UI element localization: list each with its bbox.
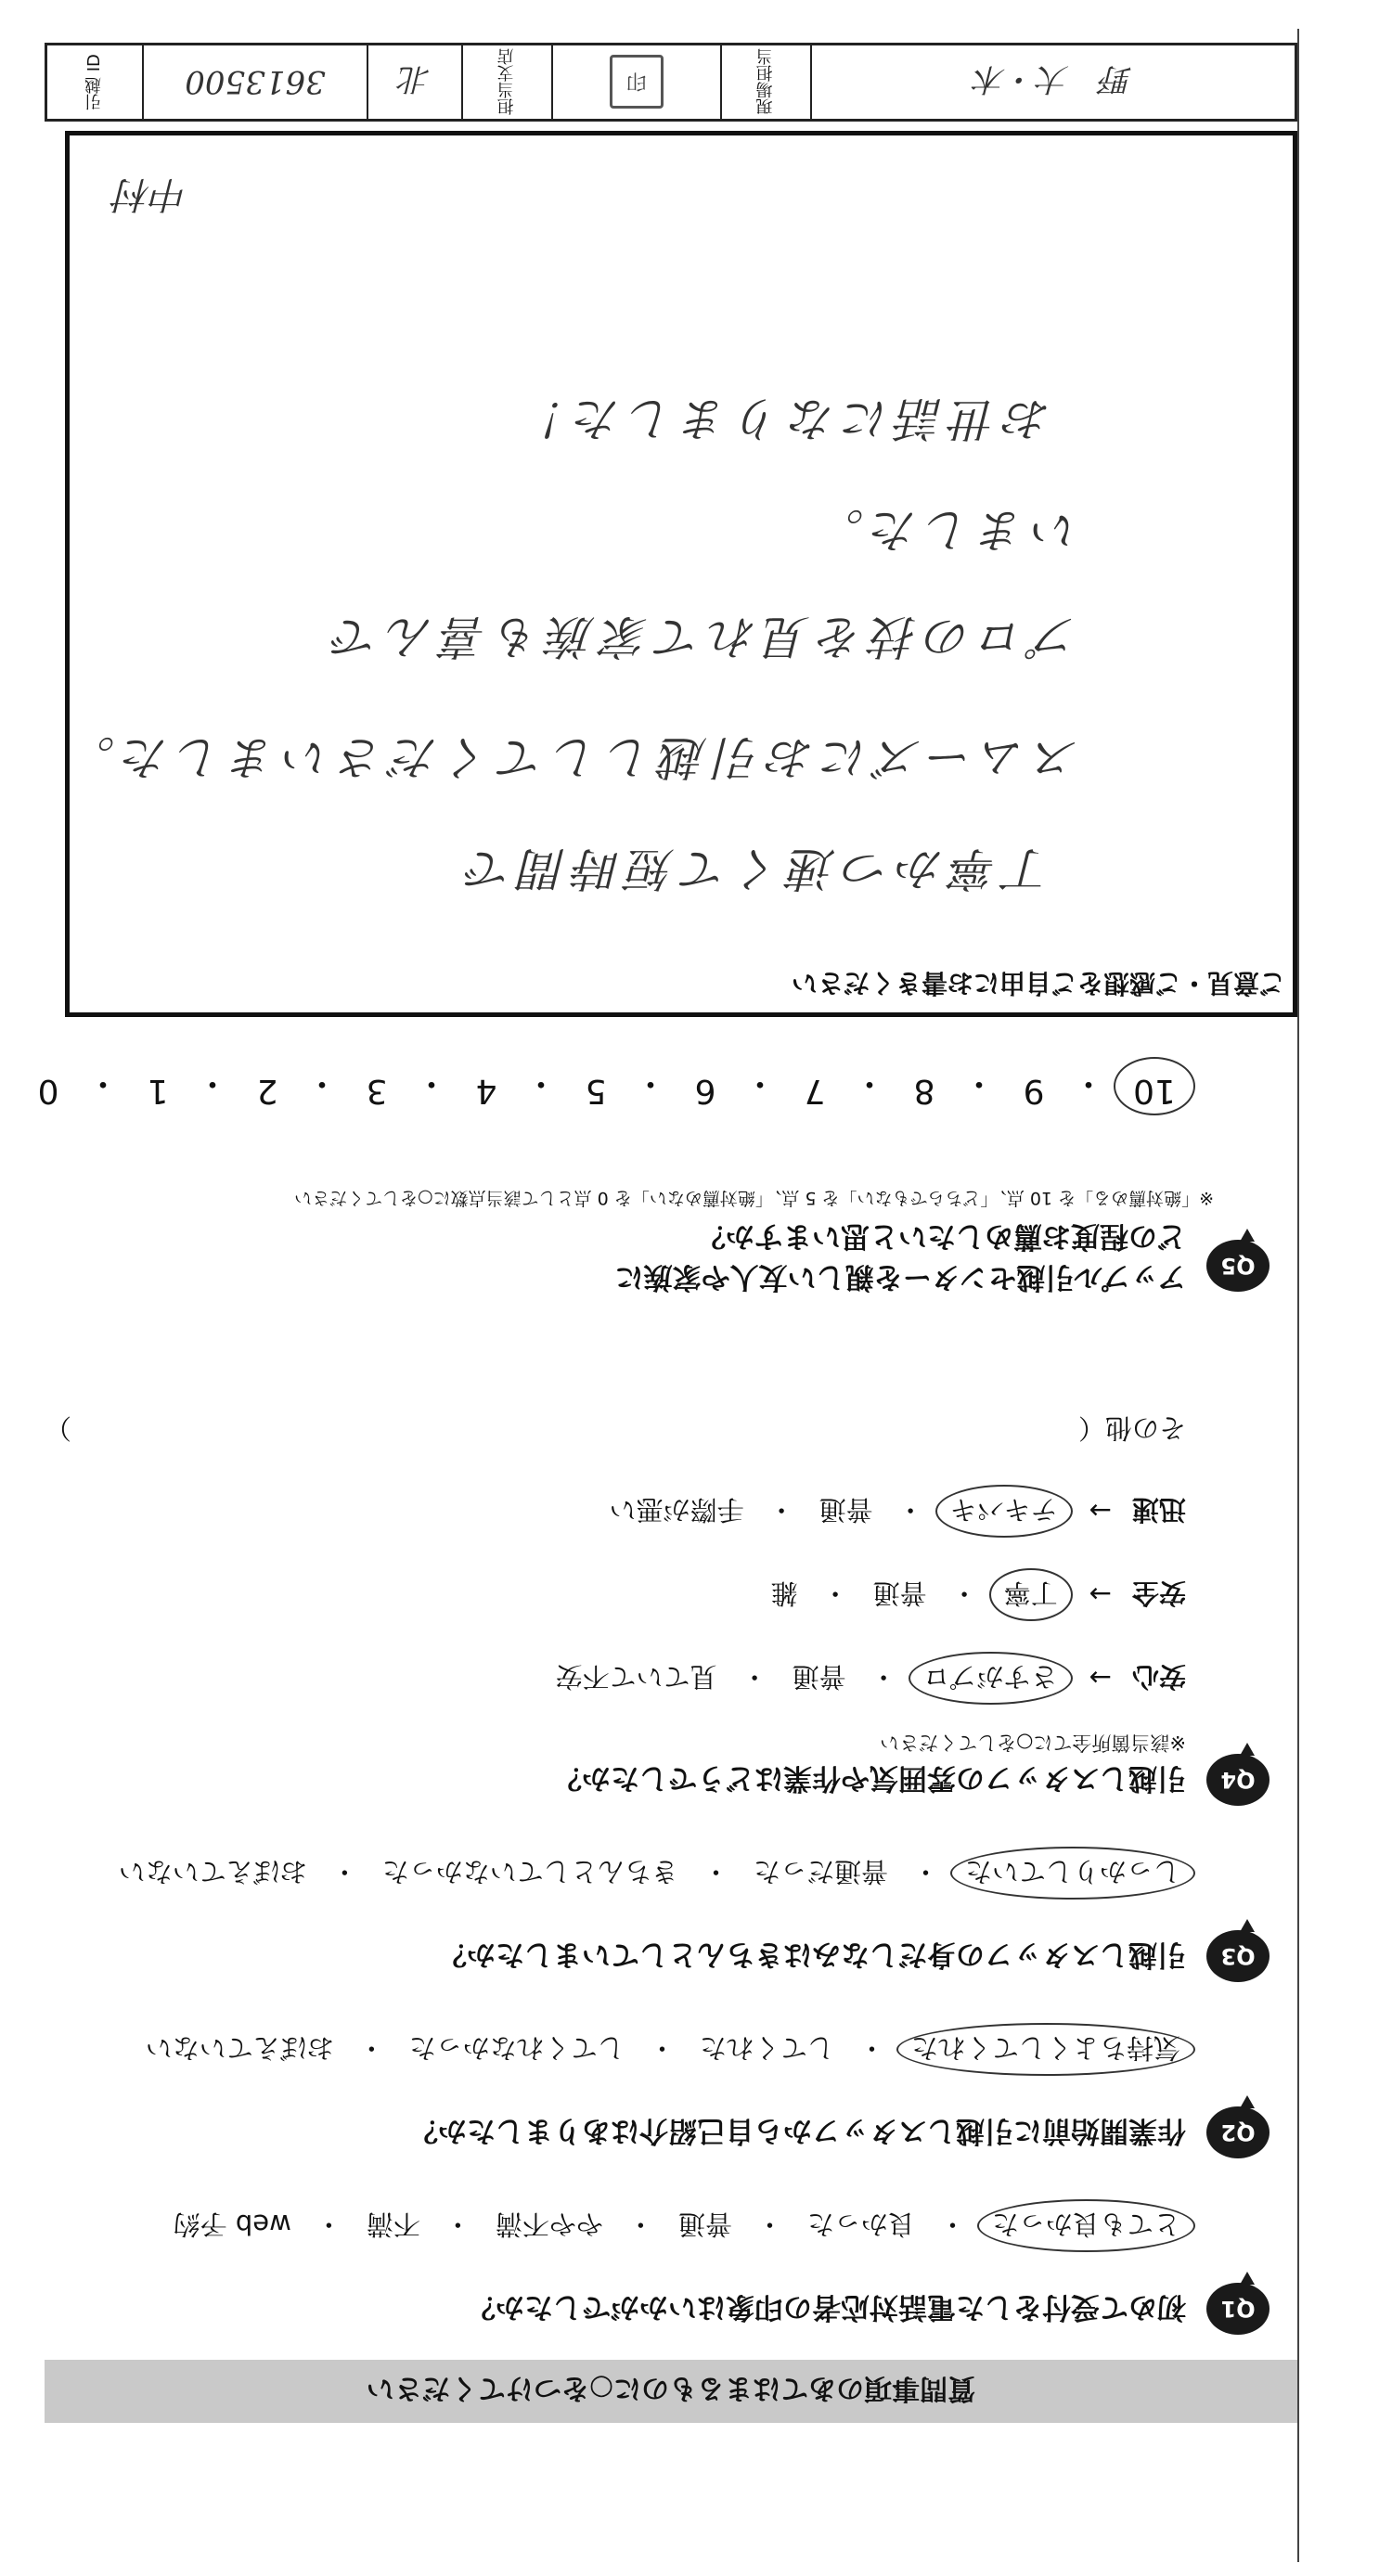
arrow-right-icon: → [1089,1662,1112,1694]
q1-option-1[interactable]: とても良かった [977,2199,1195,2252]
q1-option-4[interactable]: やや不満 [495,2209,603,2240]
q2-options: 気持ちよくしてくれた ・ してくれた ・ してくれなかった ・ おぼえていない [142,2029,1186,2070]
q4-relief-option-1[interactable]: さすがプロ [909,1652,1073,1705]
q4-row-label: 安全 [1131,1578,1186,1609]
id-value-cell [142,45,367,119]
q4-note: ※該当箇所全てに○をしてください [880,1732,1186,1754]
q2-option-2[interactable]: してくれた [699,2032,834,2064]
instructions-banner: 質問事項のあてはまるものに○をつけてください [45,2360,1297,2423]
q4-text: 引越しスタッフの雰囲気や作業はどうでしたか？ [553,1761,1186,1795]
q4-other-close: ） [45,1412,72,1444]
q4-row-speed: 迅速 → テキパキ ・ 普通 ・ 手際が悪い [606,1490,1186,1532]
q3-options: しっかりしていた ・ 普通だった ・ きちんとしていなかった ・ おぼえていない [115,1852,1186,1894]
q3-text: 引越しスタッフの身だしなみはきちんとしていましたか？ [438,1938,1186,1971]
q1-option-3[interactable]: 普通 [677,2209,732,2240]
comment-title: ご意見・ご感想をご自由にお書きください [791,968,1285,998]
branch-label: 担当支店 [496,48,517,116]
q4-speed-option-1[interactable]: テキパキ [935,1485,1073,1538]
q5-badge: Q5 [1206,1240,1270,1292]
q4-other-label: その他（ [1077,1412,1186,1444]
q1-badge: Q1 [1206,2283,1270,2335]
stamp-icon: 印 [610,56,664,109]
q4-row-relief: 安心 → さすがプロ ・ 普通 ・ 見ていて不安 [552,1657,1186,1699]
staff-names: 野 大・木 [974,60,1132,97]
comment-box[interactable] [61,131,1297,1017]
score-option[interactable]: 7 [804,1072,826,1110]
score-option[interactable]: 1 [147,1072,169,1110]
q4-relief-option-3[interactable]: 見ていて不安 [555,1661,717,1693]
q1-options: とても良かった ・ 良かった ・ 普通 ・ やや不満 ・ 不満 ・ web 予約 [170,2205,1186,2247]
manager-label-cell [720,45,810,119]
comment-line-3: プロの技を見れて家族も喜んで [326,610,1079,663]
staff-names-cell [810,45,1295,119]
q4-safety-option-1[interactable]: 丁寧 [989,1568,1073,1621]
comment-line-4: いました。 [810,503,1079,557]
arrow-right-icon: → [1089,1495,1112,1527]
q2-option-3[interactable]: してくれなかった [408,2032,625,2064]
move-id-value: 3613500 [185,63,326,101]
id-label-cell [47,45,142,119]
comment-signature: 中村 [114,173,188,215]
manager-stamp-cell [551,45,720,119]
score-option[interactable]: 2 [256,1072,278,1110]
score-option[interactable]: 6 [694,1072,716,1110]
q4-safety-option-3[interactable]: 雑 [770,1578,798,1609]
score-option[interactable]: 0 [37,1072,59,1110]
q2-text: 作業開始前に引越しスタッフから自己紹介はありましたか？ [409,2114,1186,2147]
q3-option-2[interactable]: 普通だった [753,1856,888,1887]
q4-row-label: 安心 [1131,1661,1186,1693]
survey-card [37,29,1299,2562]
q1-option-2[interactable]: 良かった [806,2209,915,2240]
q3-option-3[interactable]: きちんとしていなかった [381,1856,678,1887]
q3-option-1[interactable]: しっかりしていた [950,1847,1195,1900]
q4-speed-option-2[interactable]: 普通 [818,1494,873,1526]
comment-line-2: スムーズにお引越ししてくださいました。 [61,730,1079,784]
q2-option-1[interactable]: 気持ちよくしてくれた [896,2023,1195,2076]
q2-badge: Q2 [1206,2106,1270,2158]
branch-label-cell [461,45,551,119]
score-option[interactable]: 8 [913,1072,935,1110]
move-id-label: 引越 ID [84,54,104,110]
branch-value-cell [367,45,461,119]
q4-speed-option-3[interactable]: 手際が悪い [609,1494,744,1526]
comment-line-5: お世話になりました！ [513,392,1051,445]
score-option[interactable]: 3 [366,1072,388,1110]
q4-row-label: 迅速 [1131,1494,1186,1526]
q1-text: 初めて受付をした電話対応者の印象はいかがでしたか？ [467,2290,1186,2324]
q1-option-5[interactable]: 不満 [366,2209,420,2240]
score-option[interactable]: 5 [585,1072,607,1110]
q3-badge: Q3 [1206,1930,1270,1982]
comment-line-1: 丁寧かつ速くて短時間で [459,842,1051,895]
q1-option-6[interactable]: web 予約 [173,2209,291,2240]
score-option[interactable]: 9 [1023,1072,1045,1110]
q3-option-4[interactable]: おぼえていない [118,1856,307,1887]
manager-label: 現場担当 [755,48,776,116]
q4-badge: Q4 [1206,1754,1270,1806]
q5-text-line1: アップル引越センターを親しい友人や家族に [614,1260,1186,1294]
q4-safety-option-2[interactable]: 普通 [872,1578,927,1609]
id-table [45,43,1297,122]
score-option[interactable]: 4 [475,1072,497,1110]
arrow-right-icon: → [1089,1578,1112,1611]
q4-row-other [45,1410,1186,1449]
q5-score-scale: 10 ・ 9 ・ 8 ・ 7 ・ 6 ・ 5 ・ 4 ・ 3 ・ 2 ・ 1 ・ 0 [19,1063,1195,1110]
q2-option-4[interactable]: おぼえていない [145,2032,334,2064]
q5-text-line2: どの程度お薦めしたいと思いますか？ [697,1219,1186,1253]
q4-row-safety: 安全 → 丁寧 ・ 普通 ・ 雑 [767,1574,1186,1616]
branch-value: 北 [399,60,431,97]
score-option[interactable]: 10 [1114,1057,1195,1115]
q4-relief-option-2[interactable]: 普通 [792,1661,846,1693]
q5-note: ※「絶対薦める」を 10 点、「どちらでもない」を 5 点、「絶対薦めない」を 0 点として該当点数に○をしてください [294,1188,1214,1208]
